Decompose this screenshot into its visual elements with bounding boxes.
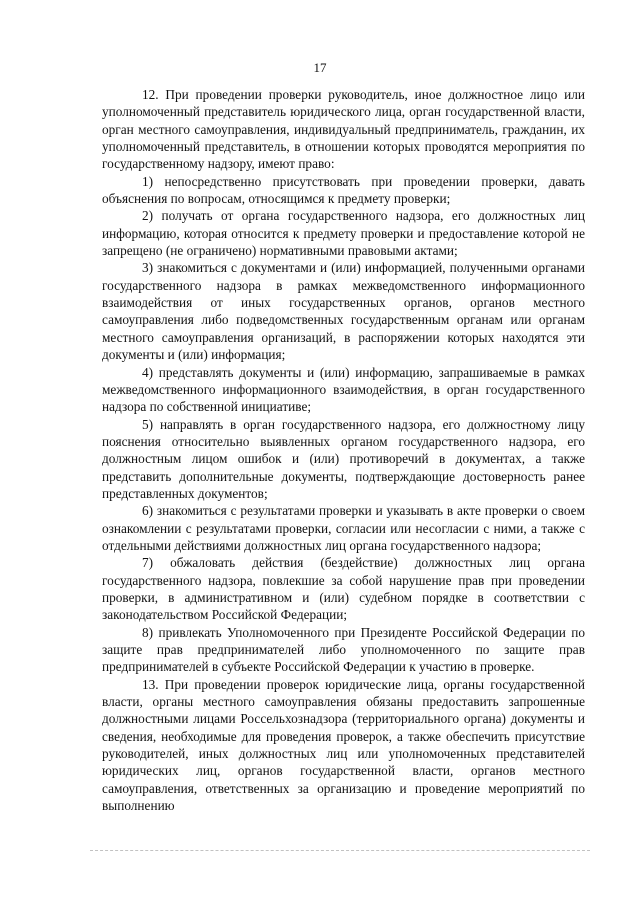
paragraph-13: 13. При проведении проверок юридические лица, органы государственной власти, органы местного самоуправления обязаны предоставить запрошенные должностными лицами Россельхознадзора (территориального органа) документы и сведения, необходимые для проведения проверок, а также обеспечить присутствие руководителей, иных должностных лиц или уполномоченных представителей юридических лиц, органов государственной власти, органов местного самоуправления, ответственных за организацию и проведение мероприятий по выполнению xyxy=(102,676,585,814)
paragraph-item-6: 6) знакомиться с результатами проверки и указывать в акте проверки о своем ознакомлении с результатами проверки, согласии или несогласии с ними, а также с отдельными действиями должностных лиц органа государственного надзора; xyxy=(102,503,585,553)
document-body xyxy=(102,86,585,814)
paragraph-item-8: 8) привлекать Уполномоченного при Президенте Российской Федерации по защите прав предпринимателей либо уполномоченного по защите прав предпринимателей в субъекте Российской Федерации к участию в проверке. xyxy=(102,624,585,675)
paragraph-item-5: 5) направлять в орган государственного надзора, его должностному лицу пояснения относительно выявленных органом государственного надзора, его должностным лицом ошибок и (или) противоречий в документах, а также представить дополнительные документы, подтверждающие достоверность ранее представленных документов; xyxy=(102,416,585,501)
paragraph-item-3: 3) знакомиться с документами и (или) информацией, полученными органами государственного надзора в рамках межведомственного информационного взаимодействия от иных государственных органов, органов местного самоуправления либо подведомственных государственным органам или органам местного самоуправления организаций, в распоряжении которых находятся эти документы и (или) информация; xyxy=(102,260,585,363)
paragraph-item-4: 4) представлять документы и (или) информацию, запрашиваемые в рамках межведомственного информационного взаимодействия, в орган государственного надзора по собственной инициативе; xyxy=(102,364,585,415)
paragraph-item-7: 7) обжаловать действия (бездействие) должностных лиц органа государственного надзора, повлекшие за собой нарушение прав при проведении проверки, в административном и (или) судебном порядке в соответствии с законодательством Российской Федерации; xyxy=(102,555,585,623)
paragraph-12: 12. При проведении проверки руководитель, иное должностное лицо или уполномоченный представитель юридического лица, орган государственной власти, орган местного самоуправления, индивидуальный предприниматель, гражданин, их уполномоченный представитель, в отношении которых проводятся мероприятия по государственному надзору, имеют право: xyxy=(102,87,585,172)
paragraph-item-2: 2) получать от органа государственного надзора, его должностных лиц информацию, которая относится к предмету проверки и предоставление которой не запрещено (не ограничено) нормативными правовыми актами; xyxy=(102,208,585,259)
scan-edge-divider xyxy=(90,850,590,851)
paragraph-item-1: 1) непосредственно присутствовать при проведении проверки, давать объяснения по вопросам, относящимся к предмету проверки; xyxy=(102,173,585,207)
page-number: 17 xyxy=(313,60,327,75)
